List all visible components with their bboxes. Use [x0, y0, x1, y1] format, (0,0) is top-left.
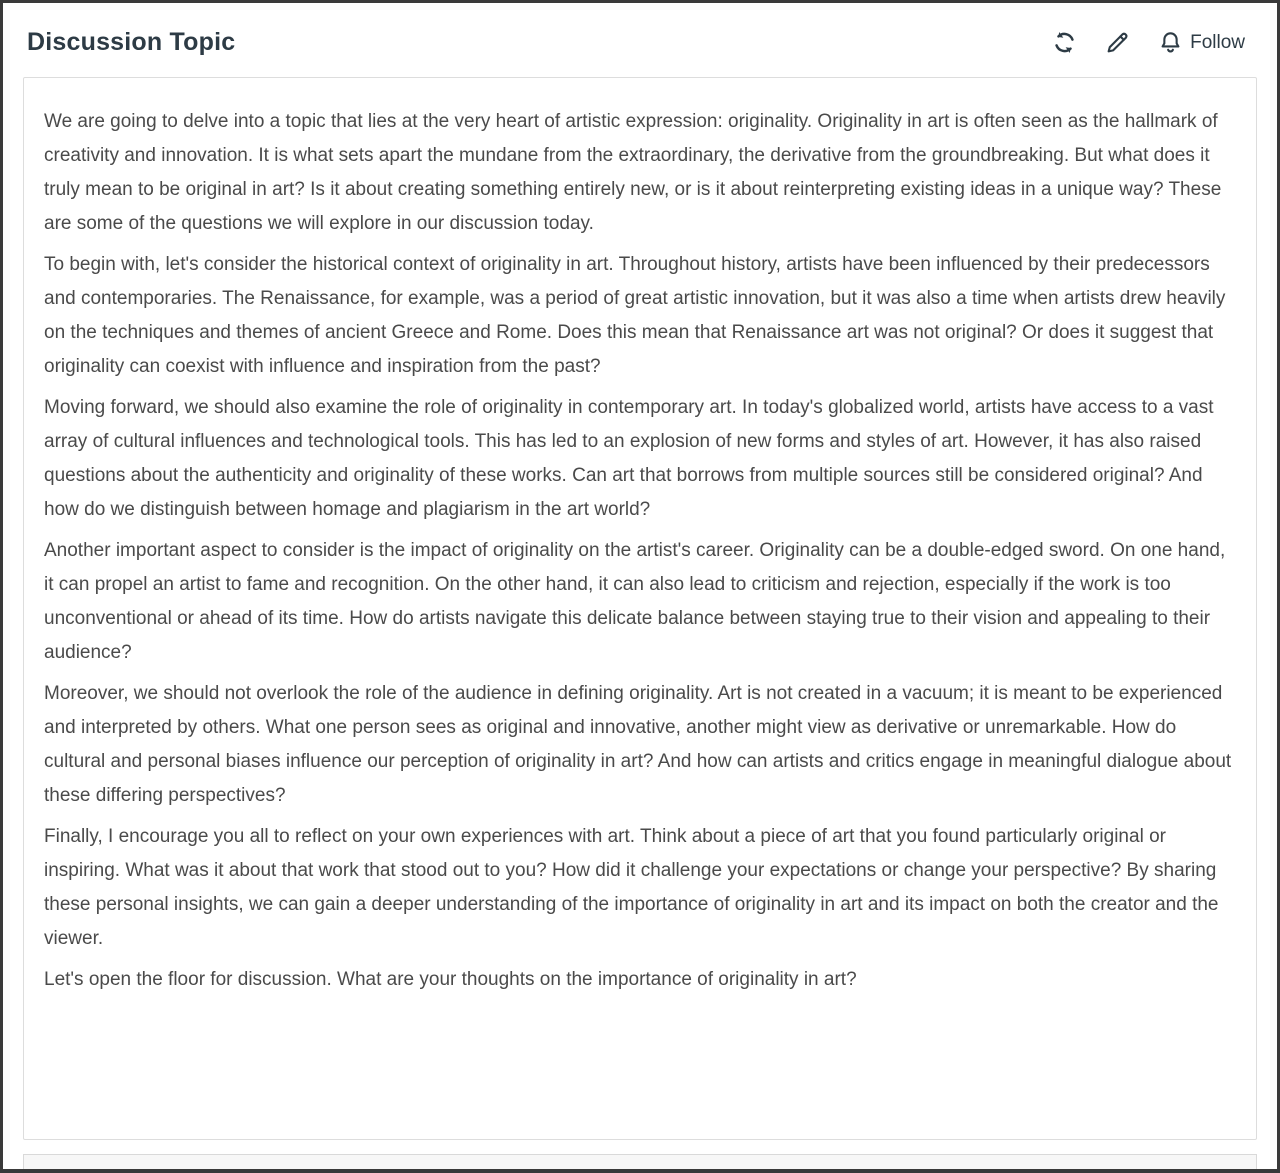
page-title: Discussion Topic	[27, 27, 236, 56]
message-paragraph: Let's open the floor for discussion. What are your thoughts on the importance of originality in art?	[44, 969, 857, 990]
message-paragraph: Moving forward, we should also examine the role of originality in contemporary art. In today's globalized world, artists have access to a vast array of cultural influences and technological tools. This has led to an explosion of new forms and styles of art. However, it has also raised questions about the authenticity and originality of these works. Can art that borrows from multiple sources still be considered original? And how do we distinguish between homage and plagiarism in the art world?	[44, 397, 1214, 520]
discussion-message-card	[23, 77, 1257, 1140]
message-paragraph: Another important aspect to consider is the impact of originality on the artist's career. Originality can be a double-edged sword. On one hand, it can propel an artist to fame and recognition. On the other hand, it can also lead to criticism and rejection, especially if the work is too unconventional or ahead of its time. How do artists navigate this delicate balance between staying true to their vision and appealing to their audience?	[44, 540, 1226, 663]
follow-label: Follow	[1190, 31, 1245, 53]
edit-button[interactable]	[1099, 26, 1136, 59]
next-section-card-partial	[23, 1154, 1257, 1170]
refresh-button[interactable]	[1046, 26, 1083, 59]
bell-icon	[1158, 30, 1183, 55]
message-paragraph: To begin with, let's consider the historical context of originality in art. Throughout history, artists have been influenced by their predecessors and contemporaries. The Renaissance, for example, was a period of great artistic innovation, but it was also a time when artists drew heavily on the techniques and themes of ancient Greece and Rome. Does this mean that Renaissance art was not original? Or does it suggest that originality can coexist with influence and inspiration from the past?	[44, 254, 1226, 377]
message-paragraph: We are going to delve into a topic that lies at the very heart of artistic expression: originality. Originality in art is often seen as the hallmark of creativity and innovation. It is what sets apart the mundane from the extraordinary, the derivative from the groundbreaking. But what does it truly mean to be original in art? Is it about creating something entirely new, or is it about reinterpreting existing ideas in a unique way? These are some of the questions we will explore in our discussion today.	[44, 111, 1222, 234]
pencil-icon	[1105, 30, 1130, 55]
header-actions	[1046, 26, 1251, 59]
message-paragraph: Moreover, we should not overlook the role of the audience in defining originality. Art is not created in a vacuum; it is meant to be experienced and interpreted by others. What one person sees as original and innovative, another might view as derivative or unremarkable. How do cultural and personal biases influence our perception of originality in art? And how can artists and critics engage in meaningful dialogue about these differing perspectives?	[44, 683, 1232, 806]
message-paragraph: Finally, I encourage you all to reflect on your own experiences with art. Think about a piece of art that you found particularly original or inspiring. What was it about that work that stood out to you? How did it challenge your expectations or change your perspective? By sharing these personal insights, we can gain a deeper understanding of the importance of originality in art and its impact on both the creator and the viewer.	[44, 826, 1219, 949]
follow-button[interactable]	[1152, 26, 1251, 59]
discussion-header	[3, 3, 1277, 77]
refresh-icon	[1052, 30, 1077, 55]
